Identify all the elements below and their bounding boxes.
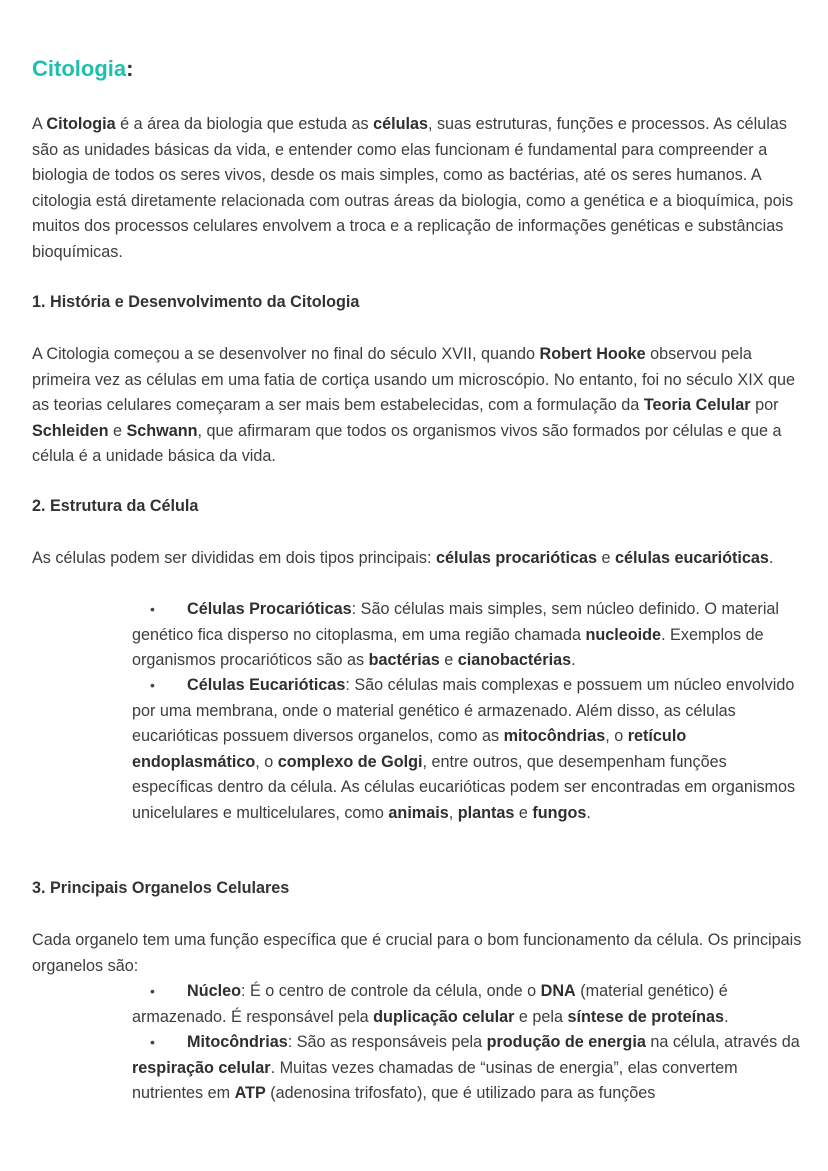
bold-term: Teoria Celular <box>643 396 751 414</box>
text-run: , <box>448 803 458 822</box>
text-run: , que afirmaram que todos os organismos vivos são formados por células e que a célula é a unidade básica da vida. <box>32 421 782 465</box>
section-heading-cell-structure: 2. Estrutura da Célula <box>32 497 199 515</box>
text-run: e <box>597 549 616 567</box>
bold-term: duplicação celular <box>373 1007 515 1026</box>
text-run: e <box>439 651 458 669</box>
bold-term: Células Eucarióticas <box>187 676 346 694</box>
text-run: , o <box>255 752 278 771</box>
text-run: é a área da biologia que estuda as <box>115 115 374 133</box>
bold-term: síntese de proteínas <box>567 1007 725 1026</box>
bold-term: complexo de Golgi <box>277 752 423 771</box>
list-item-nucleus <box>132 979 802 1030</box>
bold-term: células procarióticas <box>435 549 598 567</box>
bold-term: plantas <box>457 803 515 822</box>
bold-term: retículo endoplasmático <box>132 727 687 771</box>
bold-term: fungos <box>532 803 587 822</box>
text-run: Cada organelo tem uma função específica que é crucial para o bom funcionamento da célula. Os principais organelos são: <box>32 931 802 975</box>
bullet-icon: • <box>150 1034 155 1050</box>
bullet-icon: • <box>150 601 155 617</box>
text-run: A Citologia começou a se desenvolver no final do século XVII, quando <box>32 345 540 363</box>
list-item-prokaryotic <box>132 597 802 674</box>
text-run: . <box>724 1007 729 1026</box>
text-run: observou pela primeira vez as células em uma fatia de cortiça usando um microscópio. No entanto, foi no século XIX que as teorias celulares começaram a ser mais bem estabelecidas, com a formulação da <box>32 345 795 414</box>
text-run: : É o centro de controle da célula, onde o <box>240 982 541 1000</box>
history-paragraph <box>32 342 802 470</box>
text-run: : São células mais simples, sem núcleo definido. O material genético fica disperso no citoplasma, em uma região chamada <box>132 600 780 644</box>
text-run: por <box>750 396 779 414</box>
text-run: As células podem ser divididas em dois tipos principais: <box>32 549 436 567</box>
page-title <box>32 56 133 82</box>
text-run: e <box>514 803 533 822</box>
bold-term: Células Procarióticas <box>187 600 352 618</box>
text-run: : São as responsáveis pela <box>287 1033 487 1051</box>
text-run: na célula, através da <box>645 1033 800 1051</box>
text-run: . <box>586 803 591 822</box>
text-run: : São células mais complexas e possuem um núcleo envolvido por uma membrana, onde o material genético é armazenado. Além disso, as células eucarióticas possuem diversos organelos, como as <box>132 676 795 745</box>
list-item-eukaryotic <box>132 673 802 826</box>
bold-term: Robert Hooke <box>539 345 646 363</box>
list-item-mitochondria <box>132 1030 802 1107</box>
bold-term: ATP <box>234 1084 266 1102</box>
text-run: , suas estruturas, funções e processos. As células são as unidades básicas da vida, e entender como elas funcionam é fundamental para compreender a biologia de todos os seres vivos, desde os mais simples, como as bactérias, até os seres humanos. A citologia está diretamente relacionada com outras áreas da biologia, como a genética e a bioquímica, pois muitos dos processos celulares envolvem a troca e a replicação de informações genéticas e substâncias bioquímicas. <box>32 115 794 261</box>
section-heading-organelles: 3. Principais Organelos Celulares <box>32 879 290 897</box>
text-run: . Exemplos de organismos procarióticos são as <box>132 625 764 669</box>
text-run: . <box>768 549 774 567</box>
bold-term: Schwann <box>126 421 198 440</box>
text-run: A <box>32 115 47 133</box>
bold-term: bactérias <box>368 651 440 669</box>
text-run: . <box>571 651 576 669</box>
bold-term: Schleiden <box>32 421 109 440</box>
title-text: Citologia <box>32 56 127 81</box>
bold-term: mitocôndrias <box>503 727 606 745</box>
organelles-paragraph <box>32 928 802 979</box>
bullet-icon: • <box>150 983 155 999</box>
bold-term: respiração celular <box>132 1058 271 1077</box>
cell-structure-paragraph <box>32 546 802 572</box>
intro-paragraph <box>32 112 802 265</box>
bold-term: cianobactérias <box>457 651 572 669</box>
bold-term: Núcleo <box>187 982 241 1000</box>
text-run: , o <box>605 727 628 745</box>
section-heading-history: 1. História e Desenvolvimento da Citologia <box>32 293 360 311</box>
text-run: (adenosina trifosfato), que é utilizado para as funções <box>265 1084 656 1102</box>
bold-term: DNA <box>540 982 576 1000</box>
bold-term: nucleoide <box>585 625 662 644</box>
bold-term: células eucarióticas <box>615 549 769 567</box>
bullet-icon: • <box>150 677 155 693</box>
text-run: . Muitas vezes chamadas de “usinas de energia”, elas convertem nutrientes em <box>132 1058 738 1102</box>
text-run: e <box>108 421 127 440</box>
text-run: , entre outros, que desempenham funções específicas dentro da célula. As células eucarióticas podem ser encontradas em organismos unicelulares e multicelulares, como <box>132 752 796 822</box>
bold-term: Citologia <box>46 115 116 133</box>
title-colon: : <box>126 56 134 81</box>
text-run: (material genético) é armazenado. É responsável pela <box>132 982 728 1026</box>
bold-term: animais <box>388 803 449 822</box>
bold-term: Mitocôndrias <box>187 1033 288 1051</box>
bold-term: células <box>373 115 428 133</box>
text-run: e pela <box>514 1007 568 1026</box>
bold-term: produção de energia <box>486 1033 646 1051</box>
